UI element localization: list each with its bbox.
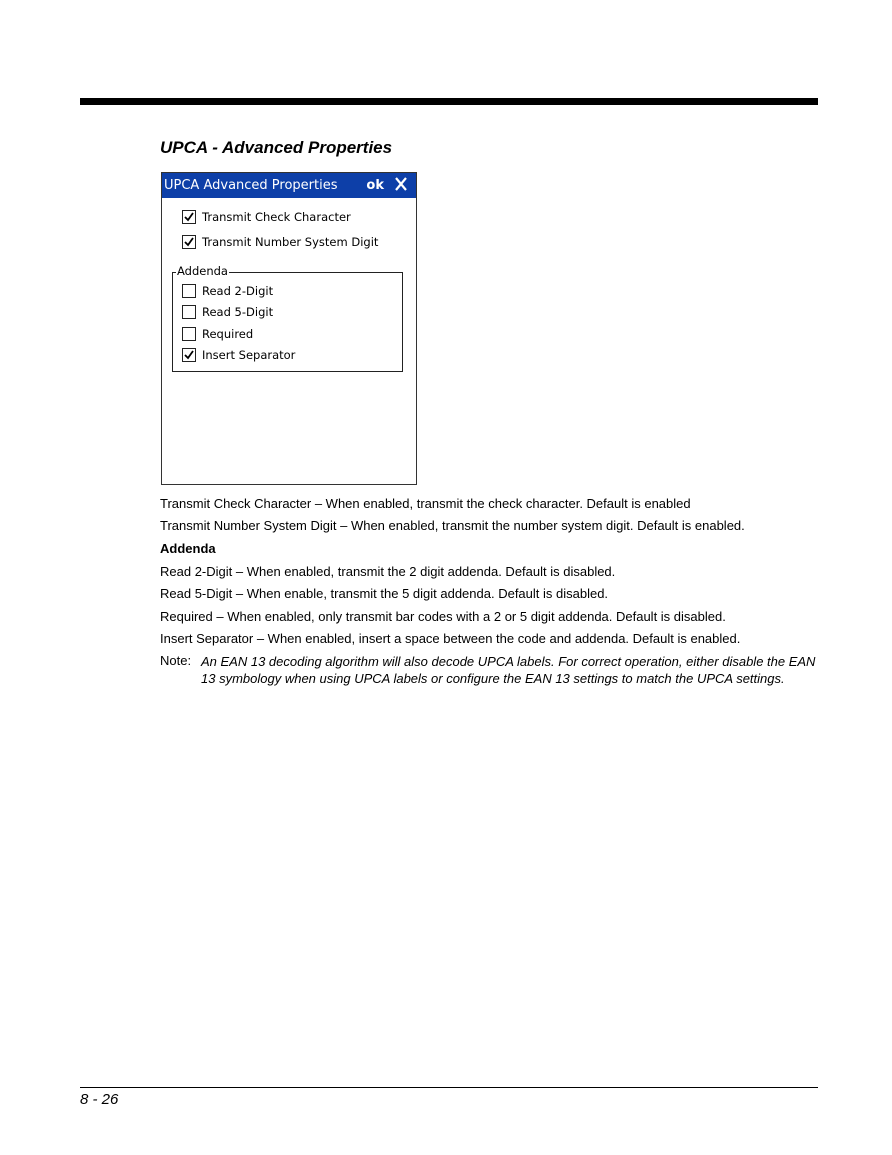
check-icon: [183, 236, 195, 248]
addenda-group-label: Addenda: [177, 264, 228, 278]
option-read-5-digit[interactable]: [182, 305, 273, 319]
option-label: Transmit Check Character: [202, 210, 351, 224]
description-required: Required – When enabled, only transmit bar codes with a 2 or 5 digit addenda. Default is disabled.: [160, 609, 726, 624]
dialog-titlebar: [162, 173, 416, 198]
section-title: UPCA - Advanced Properties: [160, 138, 393, 157]
description-read-5-digit: Read 5-Digit – When enable, transmit the 5 digit addenda. Default is disabled.: [160, 586, 609, 601]
checkbox-transmit-number-system-digit[interactable]: [182, 235, 196, 249]
description-read-2-digit: Read 2-Digit – When enabled, transmit the 2 digit addenda. Default is disabled.: [160, 564, 616, 579]
description-insert-separator: Insert Separator – When enabled, insert a space between the code and addenda. Default is enabled.: [160, 631, 741, 646]
page-number: 8 - 26: [80, 1091, 119, 1108]
addenda-heading: Addenda: [160, 541, 216, 556]
option-transmit-number-system-digit[interactable]: [182, 235, 378, 249]
option-insert-separator[interactable]: [182, 348, 295, 362]
dialog-title: UPCA Advanced Properties: [164, 178, 338, 193]
option-label: Read 2-Digit: [202, 284, 274, 298]
bottom-rule: [80, 1087, 818, 1088]
ok-button[interactable]: ok: [366, 178, 384, 193]
close-icon[interactable]: [395, 177, 407, 191]
description-transmit-number-system-digit: Transmit Number System Digit – When enabled, transmit the number system digit. Default is enabled.: [160, 518, 745, 533]
checkbox-read-5-digit[interactable]: [182, 305, 196, 319]
checkbox-required[interactable]: [182, 327, 196, 341]
option-label: Read 5-Digit: [202, 305, 274, 319]
check-icon: [183, 211, 195, 223]
check-icon: [183, 349, 195, 361]
checkbox-insert-separator[interactable]: [182, 348, 196, 362]
option-label: Insert Separator: [202, 348, 296, 362]
note-text: An EAN 13 decoding algorithm will also decode UPCA labels. For correct operation, either disable the EAN 13 symbology when using UPCA labels or configure the EAN 13 settings to match the UPCA settings.: [201, 654, 816, 686]
checkbox-transmit-check-character[interactable]: [182, 210, 196, 224]
description-transmit-check-character: Transmit Check Character – When enabled, transmit the check character. Default is enabled: [160, 496, 691, 511]
checkbox-read-2-digit[interactable]: [182, 284, 196, 298]
option-transmit-check-character[interactable]: [182, 210, 351, 224]
option-read-2-digit[interactable]: [182, 284, 273, 298]
option-required[interactable]: [182, 327, 253, 341]
option-label: Required: [202, 327, 254, 341]
note-label: Note:: [160, 653, 192, 668]
upca-advanced-properties-dialog: [161, 172, 417, 485]
top-rule: [80, 98, 818, 105]
option-label: Transmit Number System Digit: [202, 235, 379, 249]
